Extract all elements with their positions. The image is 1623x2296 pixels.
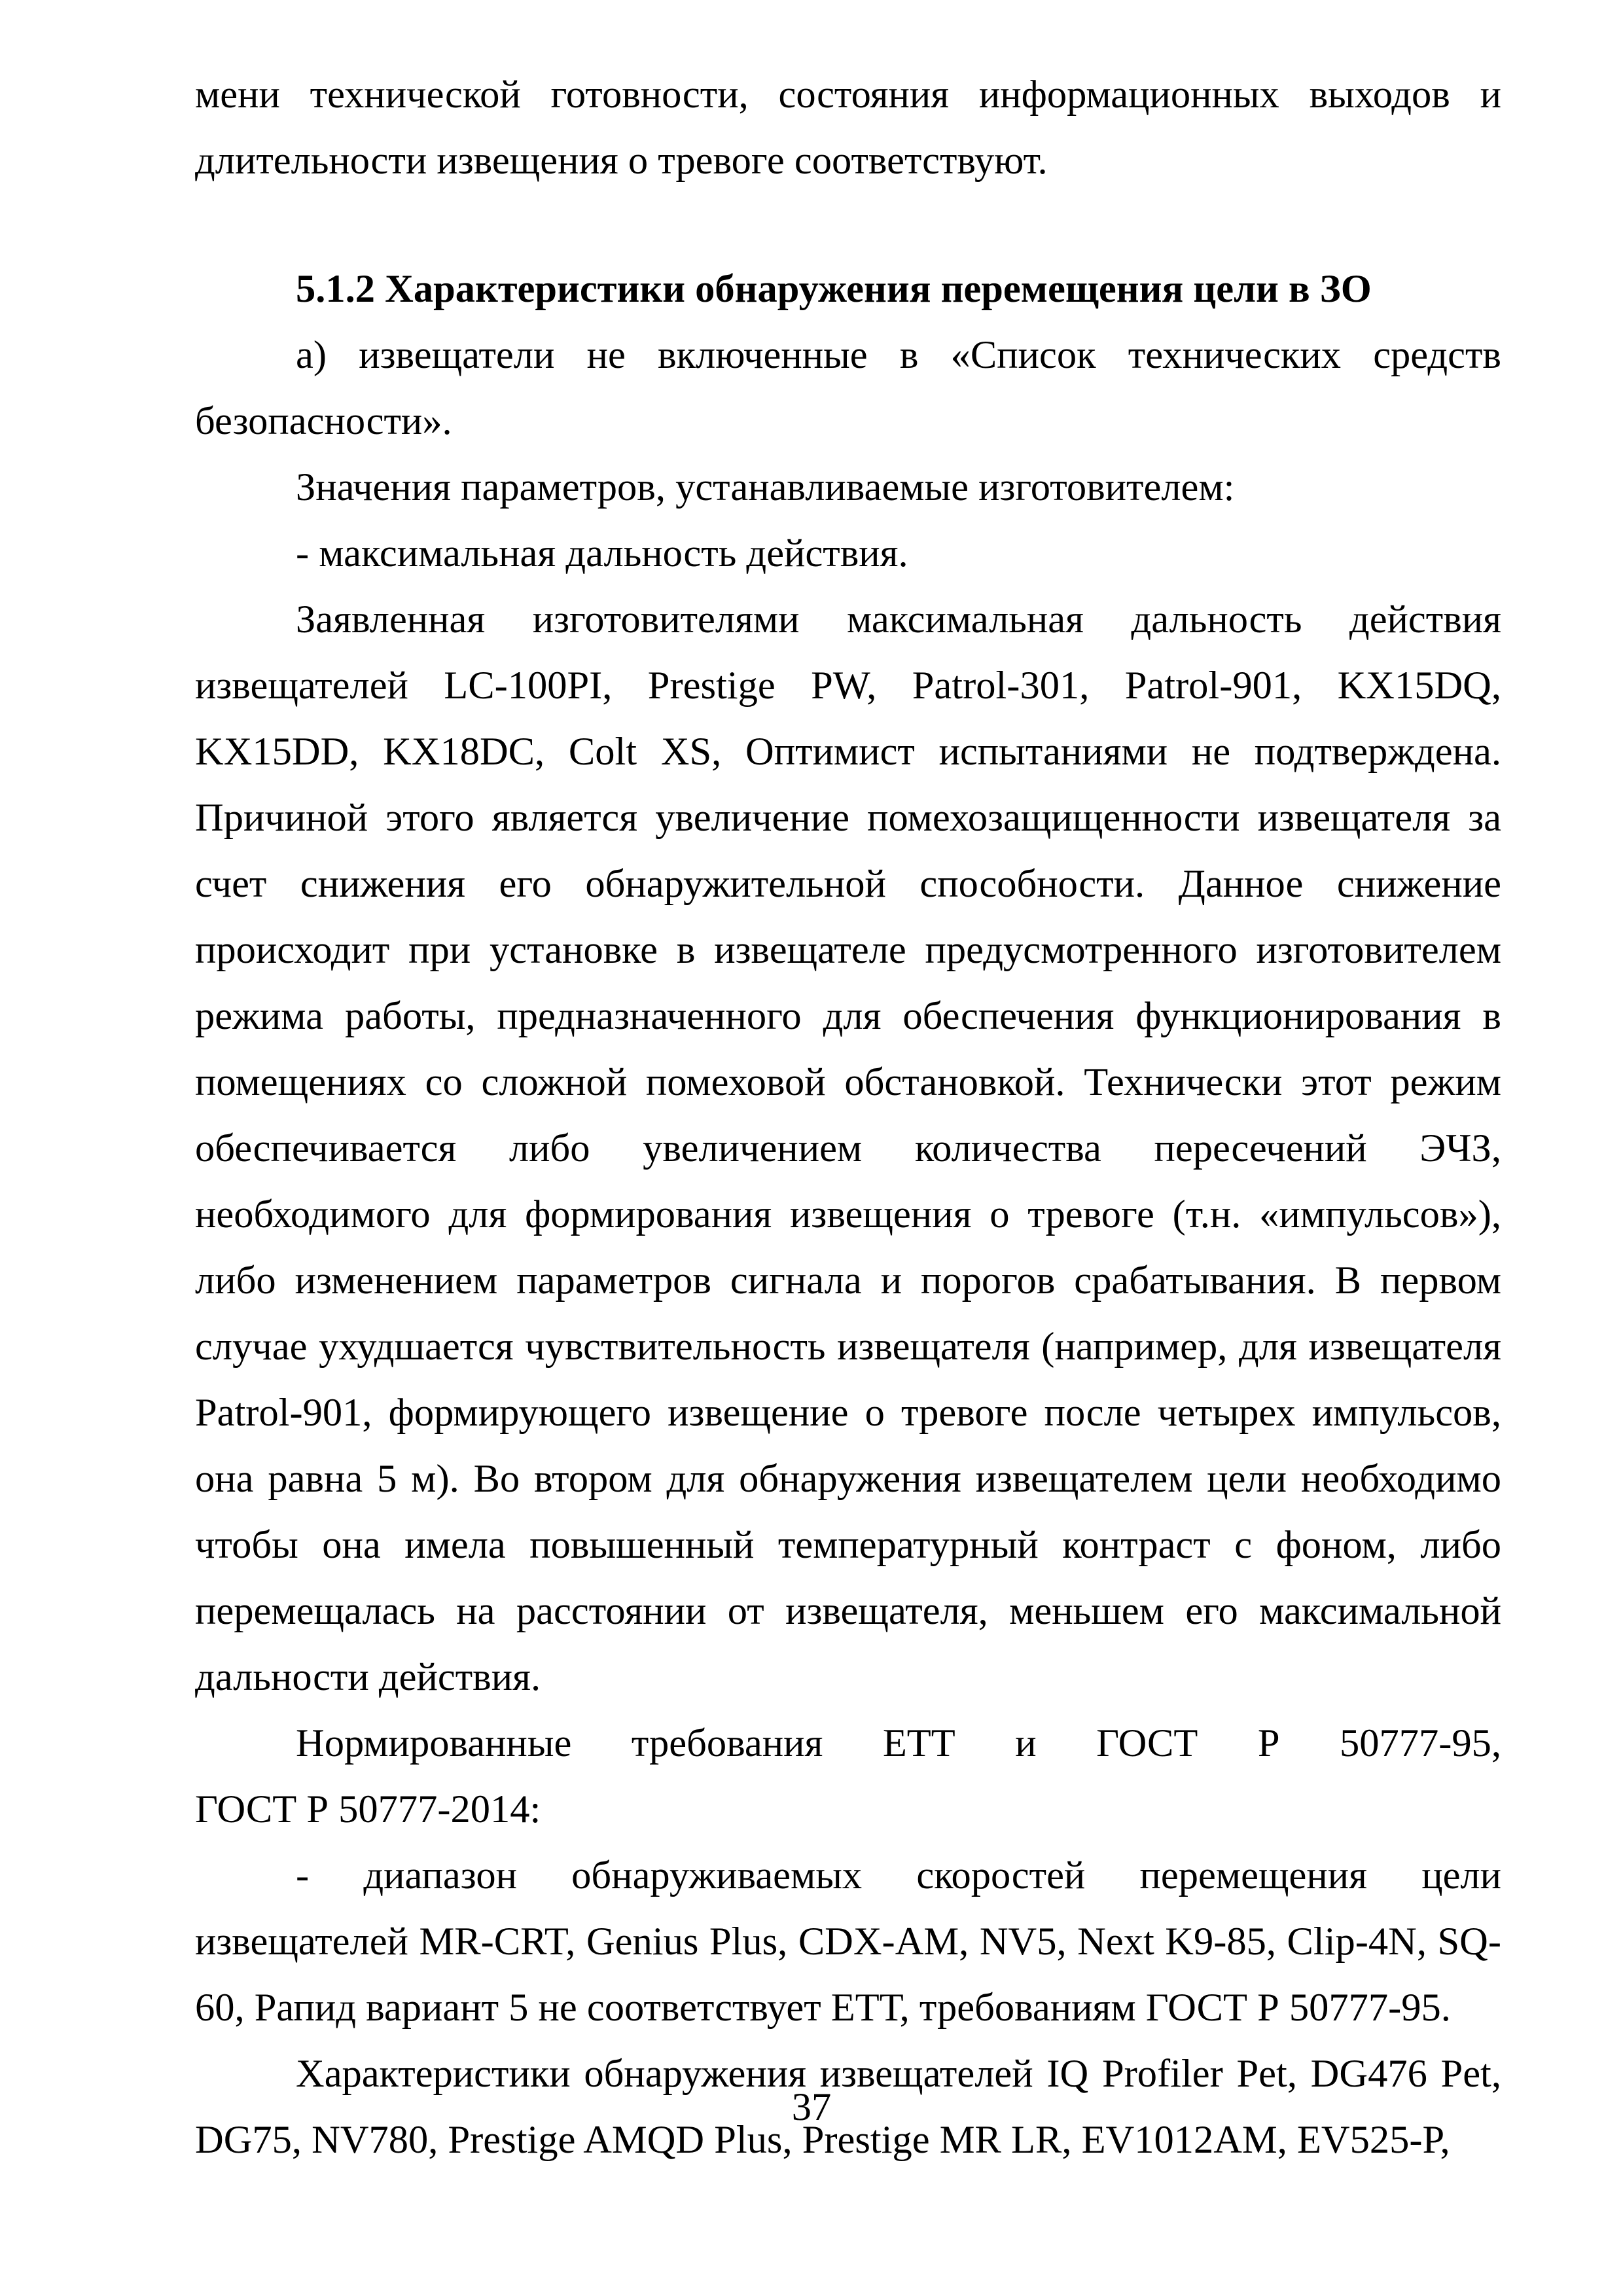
paragraph-max-range: - максимальная дальность действия. bbox=[296, 531, 908, 575]
section-heading: 5.1.2 Характеристики обнаружения перемещения цели в ЗО bbox=[296, 267, 1372, 311]
paragraph-continuation: мени технической готовности, состояния информационных выходов и длительности извещения о тревоге соответствуют. bbox=[195, 73, 1501, 183]
paragraph-detection-characteristics: Характеристики обнаружения извещателей IQ Profiler Pet, DG476 Pet, DG75, NV780, Prestige AMQD Plus, Prestige MR LR, EV1012AM, EV525-P, bbox=[195, 2052, 1501, 2162]
section-spacer bbox=[195, 194, 1501, 256]
paragraph-item-a: а) извещатели не включенные в «Список технических средств безопасности». bbox=[195, 333, 1501, 443]
document-page bbox=[195, 62, 1501, 2173]
page-number: 37 bbox=[791, 2085, 832, 2129]
paragraph-speed-range: - диапазон обнаруживаемых скоростей перемещения цели извещателей MR-CRT, Genius Plus, CDX-AM, NV5, Next K9-85, Clip-4N, SQ-60, Рапид вариант 5 не соответствует ЕТТ, требованиям ГОСТ Р 50777-95. bbox=[195, 1854, 1501, 2030]
paragraph-declared-range: Заявленная изготовителями максимальная дальность действия извещателей LC-100PI, Prestige PW, Patrol-301, Patrol-901, KX15DQ, KX15DD, KX18DC, Colt XS, Оптимист испытаниями не подтверждена. Причиной этого является увеличение помехозащищенности извещателя за счет снижения его обнаружительной способности. Данное снижение происходит при установке в извещателе предусмотренного изготовителем режима работы, предназначенного для обеспечения функционирования в помещениях со сложной помеховой обстановкой. Технически этот режим обеспечивается либо увеличением количества пересечений ЭЧЗ, необходимого для формирования извещения о тревоге (т.н. «импульсов»), либо изменением параметров сигнала и порогов срабатывания. В первом случае ухудшается чувствительность извещателя (например, для извещателя Patrol-901, формирующего извещение о тревоге после четырех импульсов, она равна 5 м). Во втором для обнаружения извещателем цели необходимо чтобы она имела повышенный температурный контраст с фоном, либо перемещалась на расстоянии от извещателя, меньшем его максимальной дальности действия. bbox=[195, 598, 1501, 1699]
paragraph-normative-line1: Нормированные требования ЕТТ и ГОСТ Р 50777-95, bbox=[296, 1721, 1501, 1765]
paragraph-parameters-intro: Значения параметров, устанавливаемые изготовителем: bbox=[296, 465, 1235, 509]
paragraph-normative-line2: ГОСТ Р 50777-2014: bbox=[195, 1787, 541, 1831]
